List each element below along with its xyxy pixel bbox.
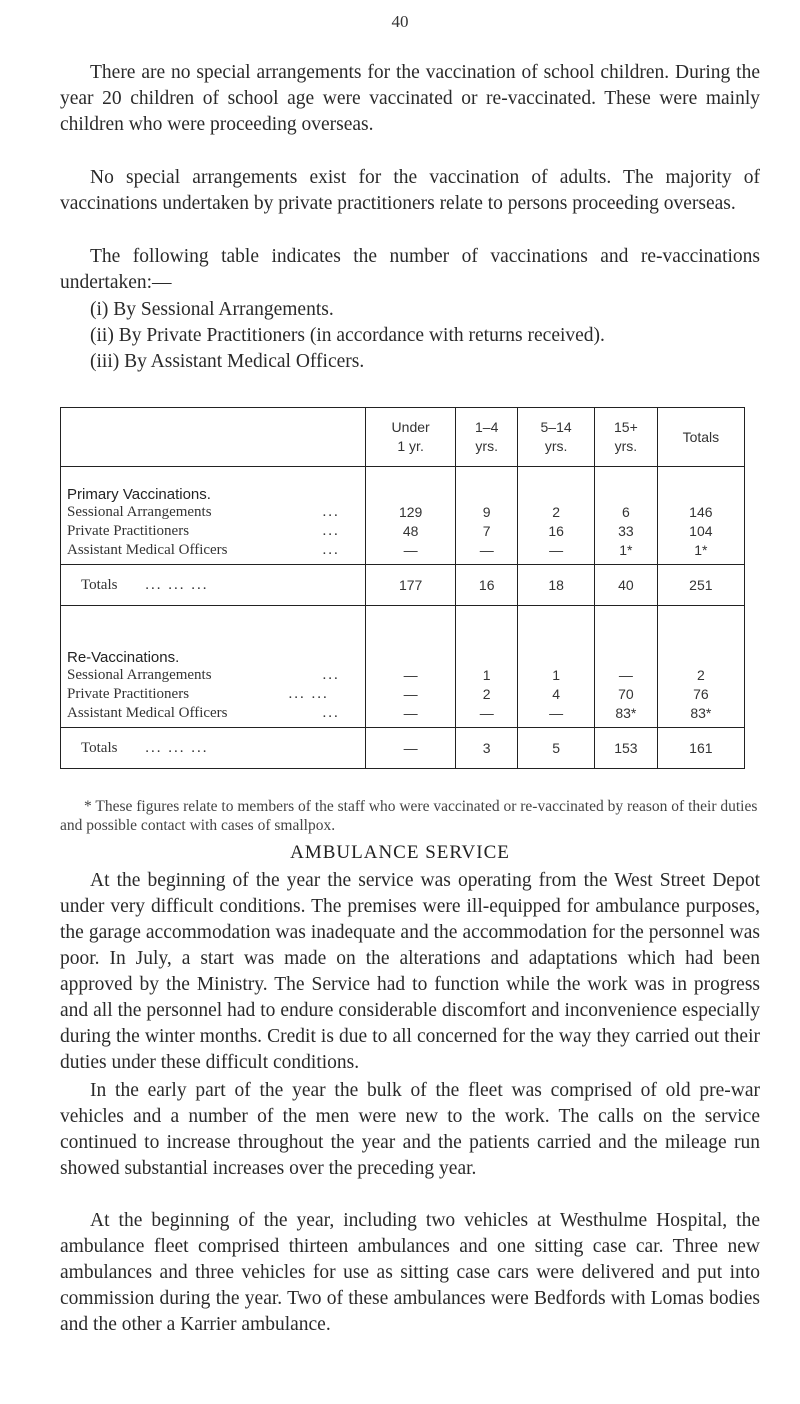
- totals-label: Totals: [81, 576, 118, 593]
- page-number: 40: [391, 12, 409, 31]
- table-cell: 6: [595, 503, 658, 522]
- table-cell: 16: [456, 565, 518, 606]
- row-dots: ...: [322, 542, 340, 558]
- table-cell: 18: [518, 565, 595, 606]
- row-label: Sessional Arrangements: [67, 504, 212, 520]
- list-item: (i) By Sessional Arrangements.: [90, 299, 334, 320]
- table-row: [61, 666, 745, 685]
- table-cell: 16: [518, 522, 595, 541]
- revaccination-totals-row: [61, 728, 745, 769]
- table-row: [61, 522, 745, 541]
- ambulance-paragraph-1: [60, 868, 760, 1076]
- header-under-1: [366, 408, 456, 467]
- table-cell: 1: [456, 666, 518, 685]
- intro-paragraph-2: [60, 165, 760, 217]
- header-15-plus: [595, 408, 658, 467]
- header-5-14: [518, 408, 595, 467]
- header-text: 5–14: [540, 419, 572, 435]
- table-cell: —: [366, 704, 456, 728]
- list-item: (ii) By Private Practitioners (in accordance with returns received).: [90, 325, 605, 346]
- table-cell: 1*: [595, 541, 658, 565]
- table-cell: 1*: [657, 541, 744, 565]
- header-totals: Totals: [657, 408, 744, 467]
- ambulance-paragraph-3: [60, 1208, 760, 1338]
- row-label: Private Practitioners: [67, 523, 190, 539]
- header-text: yrs.: [614, 438, 638, 454]
- table-cell: —: [456, 541, 518, 565]
- row-dots: ... ...: [288, 686, 329, 702]
- section-title: Primary Vaccinations.: [61, 467, 366, 504]
- table-cell: 104: [657, 522, 744, 541]
- totals-label: Totals: [81, 739, 118, 756]
- row-dots: ...: [322, 705, 340, 721]
- vaccination-table: [60, 407, 745, 769]
- header-text: 1–4: [475, 419, 499, 435]
- row-dots: ...: [322, 667, 340, 683]
- table-cell: 83*: [657, 704, 744, 728]
- table-cell: 5: [518, 728, 595, 769]
- table-cell: 7: [456, 522, 518, 541]
- table-cell: —: [518, 541, 595, 565]
- table-cell: —: [366, 728, 456, 769]
- ambulance-paragraph-2: [60, 1078, 760, 1182]
- intro-paragraph-3: [60, 244, 760, 296]
- section-heading: AMBULANCE SERVICE: [290, 842, 510, 863]
- table-cell: 146: [657, 503, 744, 522]
- table-cell: 70: [595, 685, 658, 704]
- table-cell: 2: [518, 503, 595, 522]
- paragraph-text: There are no special arrangements for the vaccination of school children. During the year 20 children of school age were vaccinated or re-vaccinated. These were mainly children who were proceeding overseas.: [60, 62, 760, 135]
- row-dots: ... ... ...: [145, 576, 209, 593]
- table-row: [61, 541, 745, 565]
- row-dots: ...: [322, 523, 340, 539]
- table-cell: 33: [595, 522, 658, 541]
- list-item: (iii) By Assistant Medical Officers.: [90, 351, 365, 372]
- table-cell: 2: [657, 666, 744, 685]
- table-footnote: [60, 797, 780, 835]
- table-cell: 40: [595, 565, 658, 606]
- row-label: Private Practitioners: [67, 686, 190, 702]
- paragraph-text: No special arrangements exist for the vaccination of adults. The majority of vaccinations undertaken by private practitioners relate to persons proceeding overseas.: [60, 167, 760, 214]
- section-revaccinations: [61, 606, 745, 667]
- table-cell: —: [595, 666, 658, 685]
- table-row: [61, 685, 745, 704]
- table-cell: 153: [595, 728, 658, 769]
- paragraph-text: The following table indicates the number of vaccinations and re-vaccinations undertaken:—: [60, 246, 760, 293]
- table-row: [61, 503, 745, 522]
- header-blank: [61, 408, 366, 467]
- table-cell: 48: [366, 522, 456, 541]
- table-cell: 251: [657, 565, 744, 606]
- footnote-text: * These figures relate to members of the staff who were vaccinated or re-vaccinated by reason of their duties and possible contact with cases of smallpox.: [60, 798, 758, 834]
- table-cell: 3: [456, 728, 518, 769]
- header-text: yrs.: [475, 438, 498, 454]
- header-text: yrs.: [544, 438, 568, 454]
- paragraph-text: In the early part of the year the bulk of the fleet was comprised of old pre-war vehicles and a number of the men were new to the work. The calls on the service continued to increase throughout the year and the patients carried and the mileage run showed substantial increases over the preceding year.: [60, 1080, 760, 1179]
- table-cell: —: [518, 704, 595, 728]
- table-cell: —: [366, 541, 456, 565]
- table-cell: 177: [366, 565, 456, 606]
- table-cell: —: [366, 685, 456, 704]
- table-cell: —: [366, 666, 456, 685]
- row-label: Assistant Medical Officers: [67, 705, 228, 721]
- primary-totals-row: [61, 565, 745, 606]
- paragraph-text: At the beginning of the year, including two vehicles at Westhulme Hospital, the ambulance fleet comprised thirteen ambulances and one sitting case car. Three new ambulances and three vehicles for use as sitting case cars were delivered and put into commission during the year. Two of these ambulances were Bedfords with Lomas bodies and the other a Karrier ambulance.: [60, 1210, 760, 1335]
- header-text: Under: [391, 419, 430, 435]
- table-cell: 129: [366, 503, 456, 522]
- table-cell: 1: [518, 666, 595, 685]
- table-header-row: [61, 408, 745, 467]
- section-primary: [61, 467, 745, 504]
- header-1-4: [456, 408, 518, 467]
- row-dots: ...: [322, 504, 340, 520]
- table-cell: 9: [456, 503, 518, 522]
- table-cell: 4: [518, 685, 595, 704]
- row-label: Assistant Medical Officers: [67, 542, 228, 558]
- header-text: 15+: [614, 419, 638, 435]
- row-label: Sessional Arrangements: [67, 667, 212, 683]
- section-title: Re-Vaccinations.: [61, 606, 366, 667]
- table-cell: —: [456, 704, 518, 728]
- table-cell: 2: [456, 685, 518, 704]
- table-row: [61, 704, 745, 728]
- intro-paragraph-1: [60, 60, 760, 138]
- header-text: 1 yr.: [397, 438, 424, 454]
- row-dots: ... ... ...: [145, 739, 209, 756]
- paragraph-text: At the beginning of the year the service was operating from the West Street Depot under very difficult conditions. The premises were ill-equipped for ambulance purposes, the garage accommodation was inadequate and the accommodation for the personnel was poor. In July, a start was made on the alterations and adaptations which had been approved by the Ministry. The Service had to function while the work was in progress and all the personnel had to endure considerable discomfort and inconvenience especially during the winter months. Credit is due to all concerned for the way they carried out their duties under these difficult conditions.: [60, 870, 760, 1073]
- table-cell: 161: [657, 728, 744, 769]
- arrangement-list: [90, 297, 605, 375]
- table-cell: 83*: [595, 704, 658, 728]
- table-cell: 76: [657, 685, 744, 704]
